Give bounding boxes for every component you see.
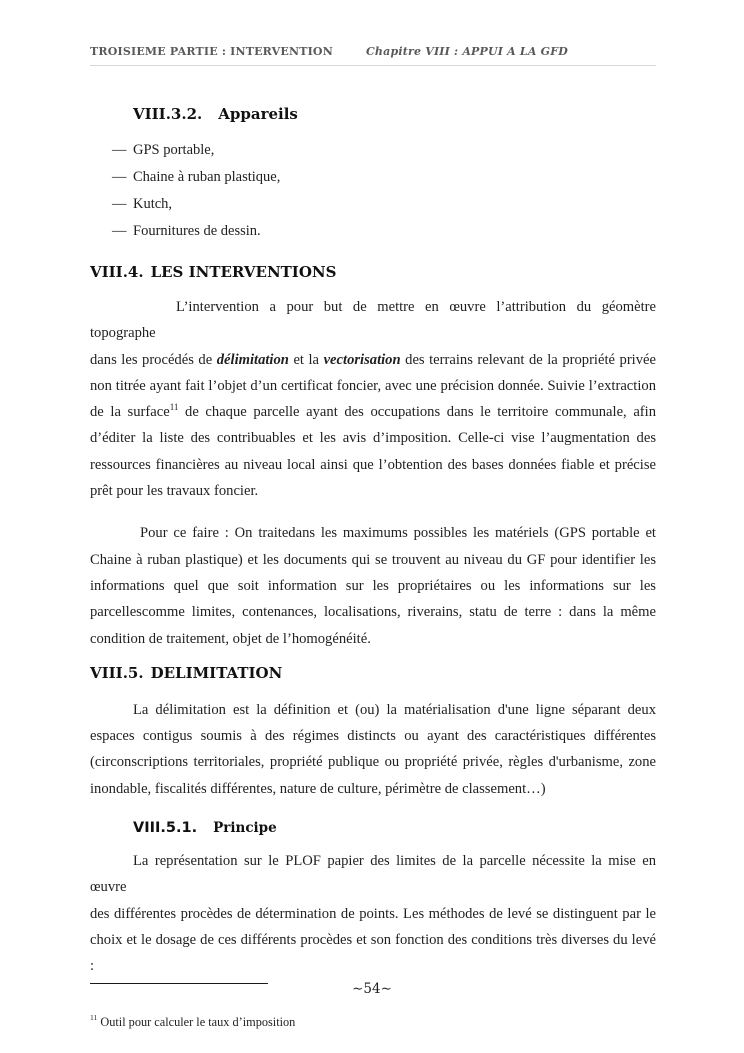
equipment-list [112,137,656,245]
footnote-text: Outil pour calculer le taux d’imposition [100,1014,296,1029]
text-line: La représentation sur le PLOF papier des limites de la parcelle nécessite la mise en œuvre [90,853,656,896]
heading-viii-3-2 [133,104,656,124]
dash-bullet: — [112,142,127,158]
dash-bullet: — [112,169,127,185]
text-line: L’intervention a pour but de mettre en œuvre l’attribution du géomètre topographe [90,299,656,342]
heading-title: LES INTERVENTIONS [150,263,337,281]
list-item-text: Kutch, [133,196,173,212]
header-part-label: TROISIEME PARTIE : INTERVENTION [90,45,333,58]
text-line: des différentes procèdes de détermination de points. Les méthodes de levé se distinguent par le [90,905,656,922]
list-item [112,191,656,218]
text-line: non titrée ayant fait l’objet d’un certificat foncier, avec une précision donnée. Suivie l’extraction [90,377,656,394]
heading-number: VIII.4. [90,263,144,281]
list-item [112,218,656,245]
text-line: inondable, fiscalités différentes, nature de culture, périmètre de classement…) [90,780,546,797]
text-line: parcellescomme limites, contenances, localisations, riverains, statu de terre : dans la même [90,604,656,621]
heading-title: Principe [213,820,277,837]
heading-viii-5-1 [133,817,656,838]
text-line: ressources financières au niveau local ainsi que l’obtention des bases données fiable et précise [90,456,656,473]
footnote-11 [90,1014,656,1030]
list-item-text: Fournitures de dessin. [133,223,261,239]
heading-title: DELIMITATION [150,663,283,682]
list-item-text: GPS portable, [133,142,215,158]
text-line: de la surface$^{11}$ de chaque parcelle ayant des occupations dans le territoire communale, afin [90,402,657,421]
heading-title: Appareils [218,105,298,123]
text-line: d’éditer la liste des contribuables et les avis d’imposition. Celle-ci vise l’augmentation des [90,430,656,447]
list-item-text: Chaine à ruban plastique, [133,169,281,185]
heading-viii-4 [90,262,656,283]
paragraph-interventions-1 [90,294,656,504]
text-line: informations quel que soit information sur les propriétaires ou les informations sur les [90,577,656,594]
text-line: choix et le dosage de ces différents procèdes et son fonction des conditions très diverses du levé : [90,931,656,975]
text-line: dans les procédés de délimitation et la vectorisation des terrains relevant de la propriété privée [90,351,656,368]
dash-bullet: — [112,196,127,212]
dash-bullet: — [112,223,127,239]
heading-number: VIII.5.1. [133,820,198,837]
paragraph-interventions-2 [90,520,656,651]
heading-number: VIII.5. [90,663,144,682]
page-number: ∼54∼ [352,981,392,997]
list-item [112,164,656,191]
text-line: La délimitation est la définition et (ou) la matérialisation d'une ligne séparant deux [133,701,656,718]
list-item [112,137,656,164]
text-line: Pour ce faire : On traitedans les maximums possibles les matériels (GPS portable et [140,525,656,542]
heading-viii-5 [90,663,656,684]
text-line: condition de traitement, objet de l’homogénéité. [90,630,371,647]
paragraph-delimitation [90,697,656,802]
running-header [90,45,656,66]
footnote-marker: 11 [90,1013,98,1023]
text-line: prêt pour les travaux foncier. [90,483,259,500]
text-line: (circonscriptions territoriales, propriété publique ou propriété privée, règles d'urbanisme, zone [90,754,656,771]
text-line: Chaine à ruban plastique) et les documents qui se trouvent au niveau du GF pour identifier les [90,551,656,568]
heading-number: VIII.3.2. [133,105,203,123]
text-line: espaces contigus soumis à des régimes distincts ou ayant des caractéristiques différentes [90,728,656,745]
paragraph-principe [90,848,656,979]
header-chapter-label: Chapitre VIII : APPUI A LA GFD [365,45,568,58]
